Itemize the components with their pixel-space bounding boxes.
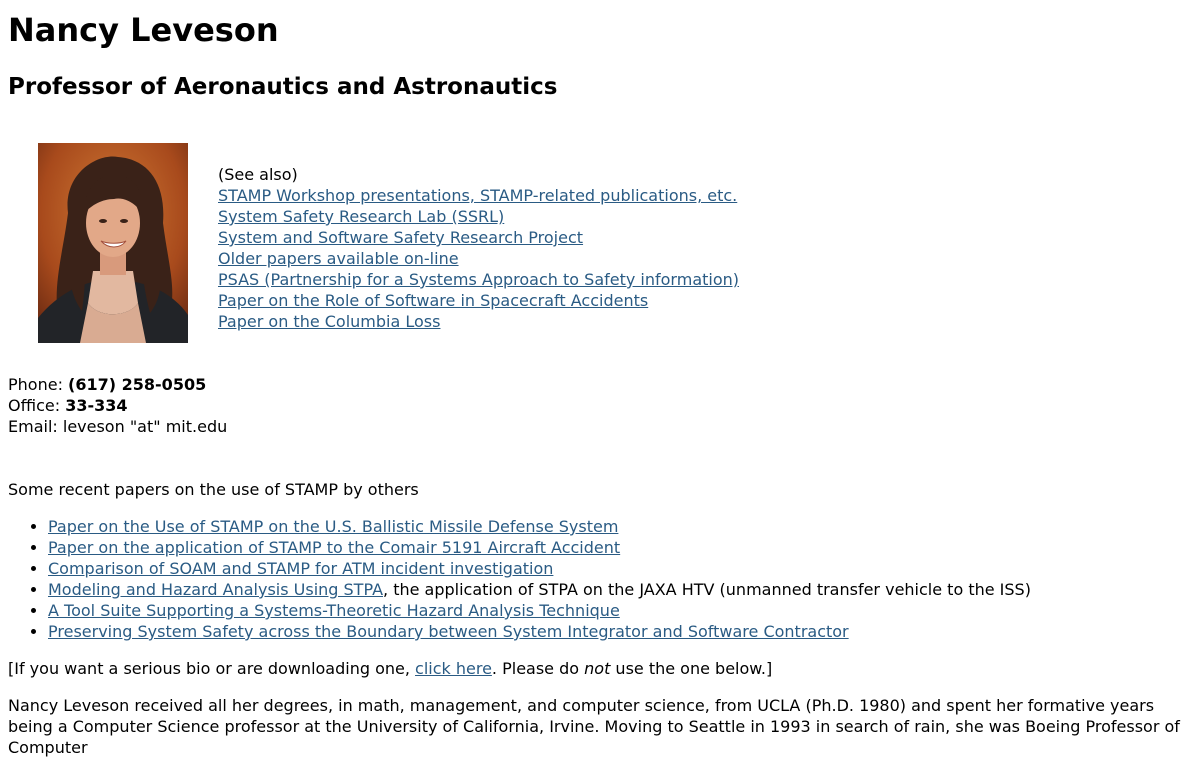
bio-note-after: use the one below.] <box>610 659 773 678</box>
phone-label: Phone: <box>8 375 69 394</box>
link-tool-suite[interactable]: A Tool Suite Supporting a Systems-Theoretic Hazard Analysis Technique <box>48 601 620 620</box>
recent-papers-list <box>8 516 1031 642</box>
link-stpa-modeling[interactable]: Modeling and Hazard Analysis Using STPA <box>48 580 384 599</box>
see-also-section <box>218 164 739 332</box>
office-value: 33-334 <box>65 396 128 415</box>
office-label: Office: <box>8 396 66 415</box>
email-line: Email: leveson "at" mit.edu <box>8 417 228 436</box>
serious-bio-link[interactable]: click here <box>415 659 492 678</box>
list-item <box>48 621 1031 642</box>
link-ssrl[interactable]: System Safety Research Lab (SSRL) <box>218 207 505 226</box>
link-columbia-loss-paper[interactable]: Paper on the Columbia Loss <box>218 312 441 331</box>
bio-note-emphasis: not <box>584 659 611 678</box>
contact-info <box>8 374 227 437</box>
list-item <box>48 516 1031 537</box>
recent-papers-heading: Some recent papers on the use of STAMP by others <box>8 480 419 499</box>
bio-note-before: [If you want a serious bio or are downloading one, <box>8 659 416 678</box>
list-item <box>48 579 1031 600</box>
list-item <box>48 537 1031 558</box>
bio-note <box>8 658 772 679</box>
page-title: Nancy Leveson <box>8 11 279 49</box>
link-psas[interactable]: PSAS (Partnership for a Systems Approach to Safety information) <box>218 270 740 289</box>
list-item-suffix: , the application of STPA on the JAXA HTV (unmanned transfer vehicle to the ISS) <box>383 580 1031 599</box>
list-item <box>48 558 1031 579</box>
link-stamp-workshop[interactable]: STAMP Workshop presentations, STAMP-related publications, etc. <box>218 186 738 205</box>
link-system-safety-boundary[interactable]: Preserving System Safety across the Boundary between System Integrator and Software Contractor <box>48 622 849 641</box>
phone-line <box>8 374 227 395</box>
link-older-papers[interactable]: Older papers available on-line <box>218 249 459 268</box>
page-subtitle: Professor of Aeronautics and Astronautics <box>8 74 558 100</box>
portrait-photo <box>38 143 188 343</box>
bio-note-middle: . Please do <box>491 659 585 678</box>
link-comair-paper[interactable]: Paper on the application of STAMP to the Comair 5191 Aircraft Accident <box>48 538 621 557</box>
link-bmds-paper[interactable]: Paper on the Use of STAMP on the U.S. Ballistic Missile Defense System <box>48 517 619 536</box>
office-line <box>8 395 227 416</box>
link-soam-comparison[interactable]: Comparison of SOAM and STAMP for ATM incident investigation <box>48 559 554 578</box>
link-spacecraft-accidents-paper[interactable]: Paper on the Role of Software in Spacecraft Accidents <box>218 291 649 310</box>
bio-paragraph: Nancy Leveson received all her degrees, in math, management, and computer science, from UCLA (Ph.D. 1980) and spent her formative years being a Computer Science professor at the University of California, Irvine. Moving to Seattle in 1993 in search of rain, she was Boeing Professor of Computer <box>8 696 1180 757</box>
list-item <box>48 600 1031 621</box>
phone-value: (617) 258-0505 <box>68 375 207 394</box>
see-also-intro: (See also) <box>218 165 298 184</box>
link-safety-research-project[interactable]: System and Software Safety Research Project <box>218 228 584 247</box>
